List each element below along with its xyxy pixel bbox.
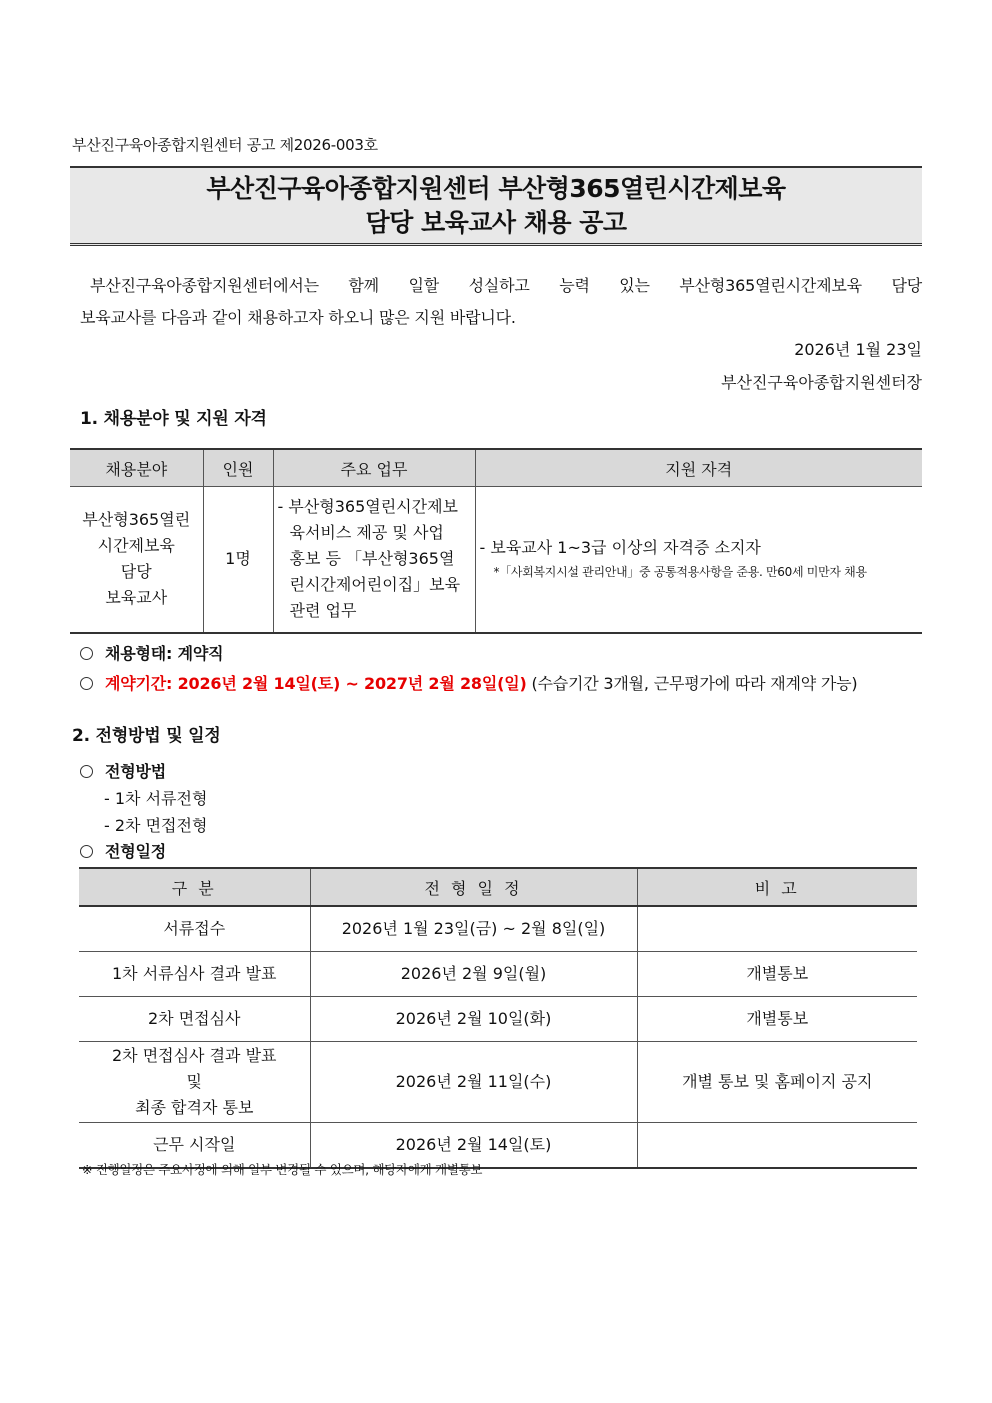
qualification-note: *「사회복지시설 관리안내」중 공통적용사항을 준용. 만60세 미만자 채용 [493,565,867,580]
header-count: 인원 [203,449,273,487]
duty-line: 육서비스 제공 및 사업 [289,523,444,543]
schedule-table [79,867,917,1169]
method-label: 전형방법 [105,762,167,781]
notice-number: 부산진구육아종합지원센터 공고 제2026-003호 [72,136,378,154]
intro-line-1: 부산진구육아종합지원센터에서는 함께 일할 성실하고 능력 있는 부산형365열린시간제보육 담당 [90,276,922,295]
header-qualification: 지원 자격 [475,449,922,487]
intro-paragraph [80,270,922,334]
issuer: 부산진구육아종합지원센터장 [721,373,922,392]
date-cell: 2026년 2월 9일(월) [310,952,637,997]
duty-line: 관련 업무 [289,601,357,621]
recruitment-table [70,448,922,634]
table-row [79,952,917,997]
date-cell: 2026년 2월 14일(토) [310,1123,637,1169]
field-line: 시간제보육 [97,536,175,556]
method-item: - 1차 서류전형 [104,789,208,808]
circle-bullet-icon [80,647,93,660]
section2-heading: 2. 전형방법 및 일정 [72,726,221,746]
table-row [79,906,917,952]
stage-line: 최종 합격자 통보 [135,1098,254,1117]
method-item: - 2차 면접전형 [104,816,208,835]
title-line-2: 담당 보육교사 채용 공고 [365,208,627,237]
duty-line: 린시간제어린이집」보육 [289,575,461,595]
note-cell: 개별통보 [637,997,917,1042]
field-line: 보육교사 [105,588,168,608]
contract-period [80,671,857,694]
intro-line-2: 보육교사를 다음과 같이 채용하고자 하오니 많은 지원 바랍니다. [80,308,516,327]
circle-bullet-icon [80,845,93,858]
stage-cell: 서류접수 [79,906,310,952]
schedule-footnote: ※ 진행일정은 주요사정에 의해 일부 변경될 수 있으며, 해당자에게 개별통보 [82,1162,483,1177]
stage-cell: 1차 서류심사 결과 발표 [79,952,310,997]
field-cell [70,487,203,633]
section1-heading: 1. 채용분야 및 지원 자격 [80,409,267,429]
table-header-row [79,868,917,906]
schedule-label: 전형일정 [105,842,167,861]
stage-cell: 근무 시작일 [79,1123,310,1169]
stage-cell: 2차 면접심사 [79,997,310,1042]
date-cell: 2026년 2월 11일(수) [310,1042,637,1123]
table-row [70,487,922,633]
contract-period-text: 계약기간: 2026년 2월 14일(토) ~ 2027년 2월 28일(일) [105,674,527,693]
contract-period-note: (수습기간 3개월, 근무평가에 따라 재계약 가능) [526,674,858,693]
header-date: 전 형 일 정 [310,868,637,906]
date-cell: 2026년 2월 10일(화) [310,997,637,1042]
note-cell: 개별통보 [637,952,917,997]
duty-line: 홍보 등 「부산형365열 [289,549,455,569]
circle-bullet-icon [80,677,93,690]
title-box [70,166,922,246]
header-note: 비 고 [637,868,917,906]
qualification-cell [475,487,922,633]
date-cell: 2026년 1월 23일(금) ~ 2월 8일(일) [310,906,637,952]
stage-line: 및 [186,1072,202,1091]
qualification-text: - 보육교사 1~3급 이상의 자격증 소지자 [479,538,761,558]
selection-method [80,759,166,782]
table-row [79,1042,917,1123]
employment-type [80,641,223,664]
note-cell: 개별 통보 및 홈페이지 공지 [637,1042,917,1123]
employment-type-text: 채용형태: 계약직 [105,644,224,663]
duty-cell [273,487,475,633]
field-line: 부산형365열린 [82,510,191,530]
table-row [79,997,917,1042]
selection-schedule [80,839,166,862]
header-field: 채용분야 [70,449,203,487]
count-cell: 1명 [203,487,273,633]
note-cell [637,1123,917,1169]
circle-bullet-icon [80,765,93,778]
stage-line: 2차 면접심사 결과 발표 [111,1046,277,1065]
stage-cell [79,1042,310,1123]
note-cell [637,906,917,952]
header-stage: 구 분 [79,868,310,906]
table-header-row [70,449,922,487]
header-duty: 주요 업무 [273,449,475,487]
notice-date: 2026년 1월 23일 [794,340,922,359]
title-line-1: 부산진구육아종합지원센터 부산형365열린시간제보육 [206,174,786,203]
duty-line: - 부산형365열린시간제보 [277,497,459,517]
field-line: 담당 [120,562,152,582]
